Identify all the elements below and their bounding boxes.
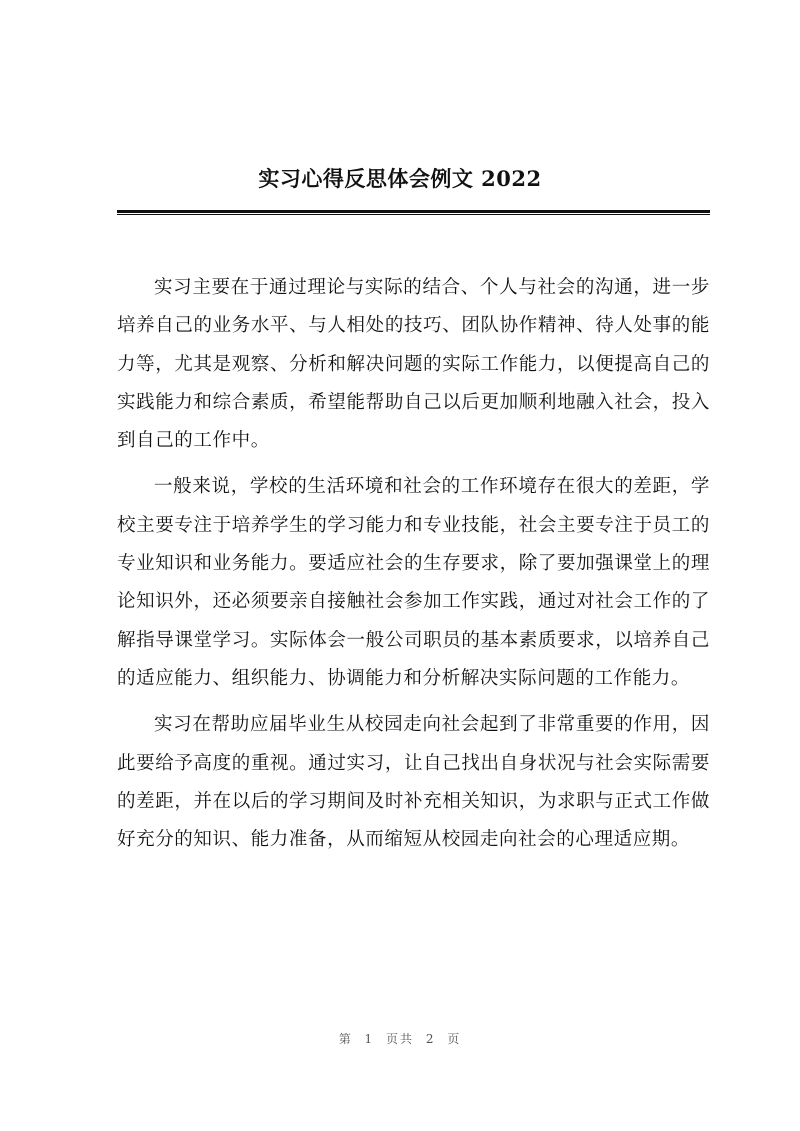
document-title: 实习心得反思体会例文 2022 — [258, 166, 542, 191]
paragraph-1: 实习主要在于通过理论与实际的结合、个人与社会的沟通，进一步培养自己的业务水平、与人相处的技巧、团队协作精神、待人处事的能力等，尤其是观察、分析和解决问题的实际工作能力，以便提高自己的实践能力和综合素质，希望能帮助自己以后更加顺利地融入社会，投入到自己的工作中。 — [117, 277, 710, 452]
paragraph-2: 一般来说，学校的生活环境和社会的工作环境存在很大的差距，学校主要专注于培养学生的学习能力和专业技能，社会主要专注于员工的专业知识和业务能力。要适应社会的生存要求，除了要加强课堂上的理论知识外，还必须要亲自接触社会参加工作实践，通过对社会工作的了解指导课堂学习。实际体会一般公司职员的基本素质要求，以培养自己的适应能力、组织能力、协调能力和分析解决实际问题的工作能力。 — [117, 476, 710, 689]
title-divider — [117, 210, 710, 215]
page-footer: 第 1 页共 2 页 — [338, 1032, 462, 1046]
document-body — [117, 269, 710, 867]
paragraph-3: 实习在帮助应届毕业生从校园走向社会起到了非常重要的作用，因此要给予高度的重视。通过实习，让自己找出自身状况与社会实际需要的差距，并在以后的学习期间及时补充相关知识，为求职与正式工作做好充分的知识、能力准备，从而缩短从校园走向社会的心理适应期。 — [117, 714, 710, 851]
